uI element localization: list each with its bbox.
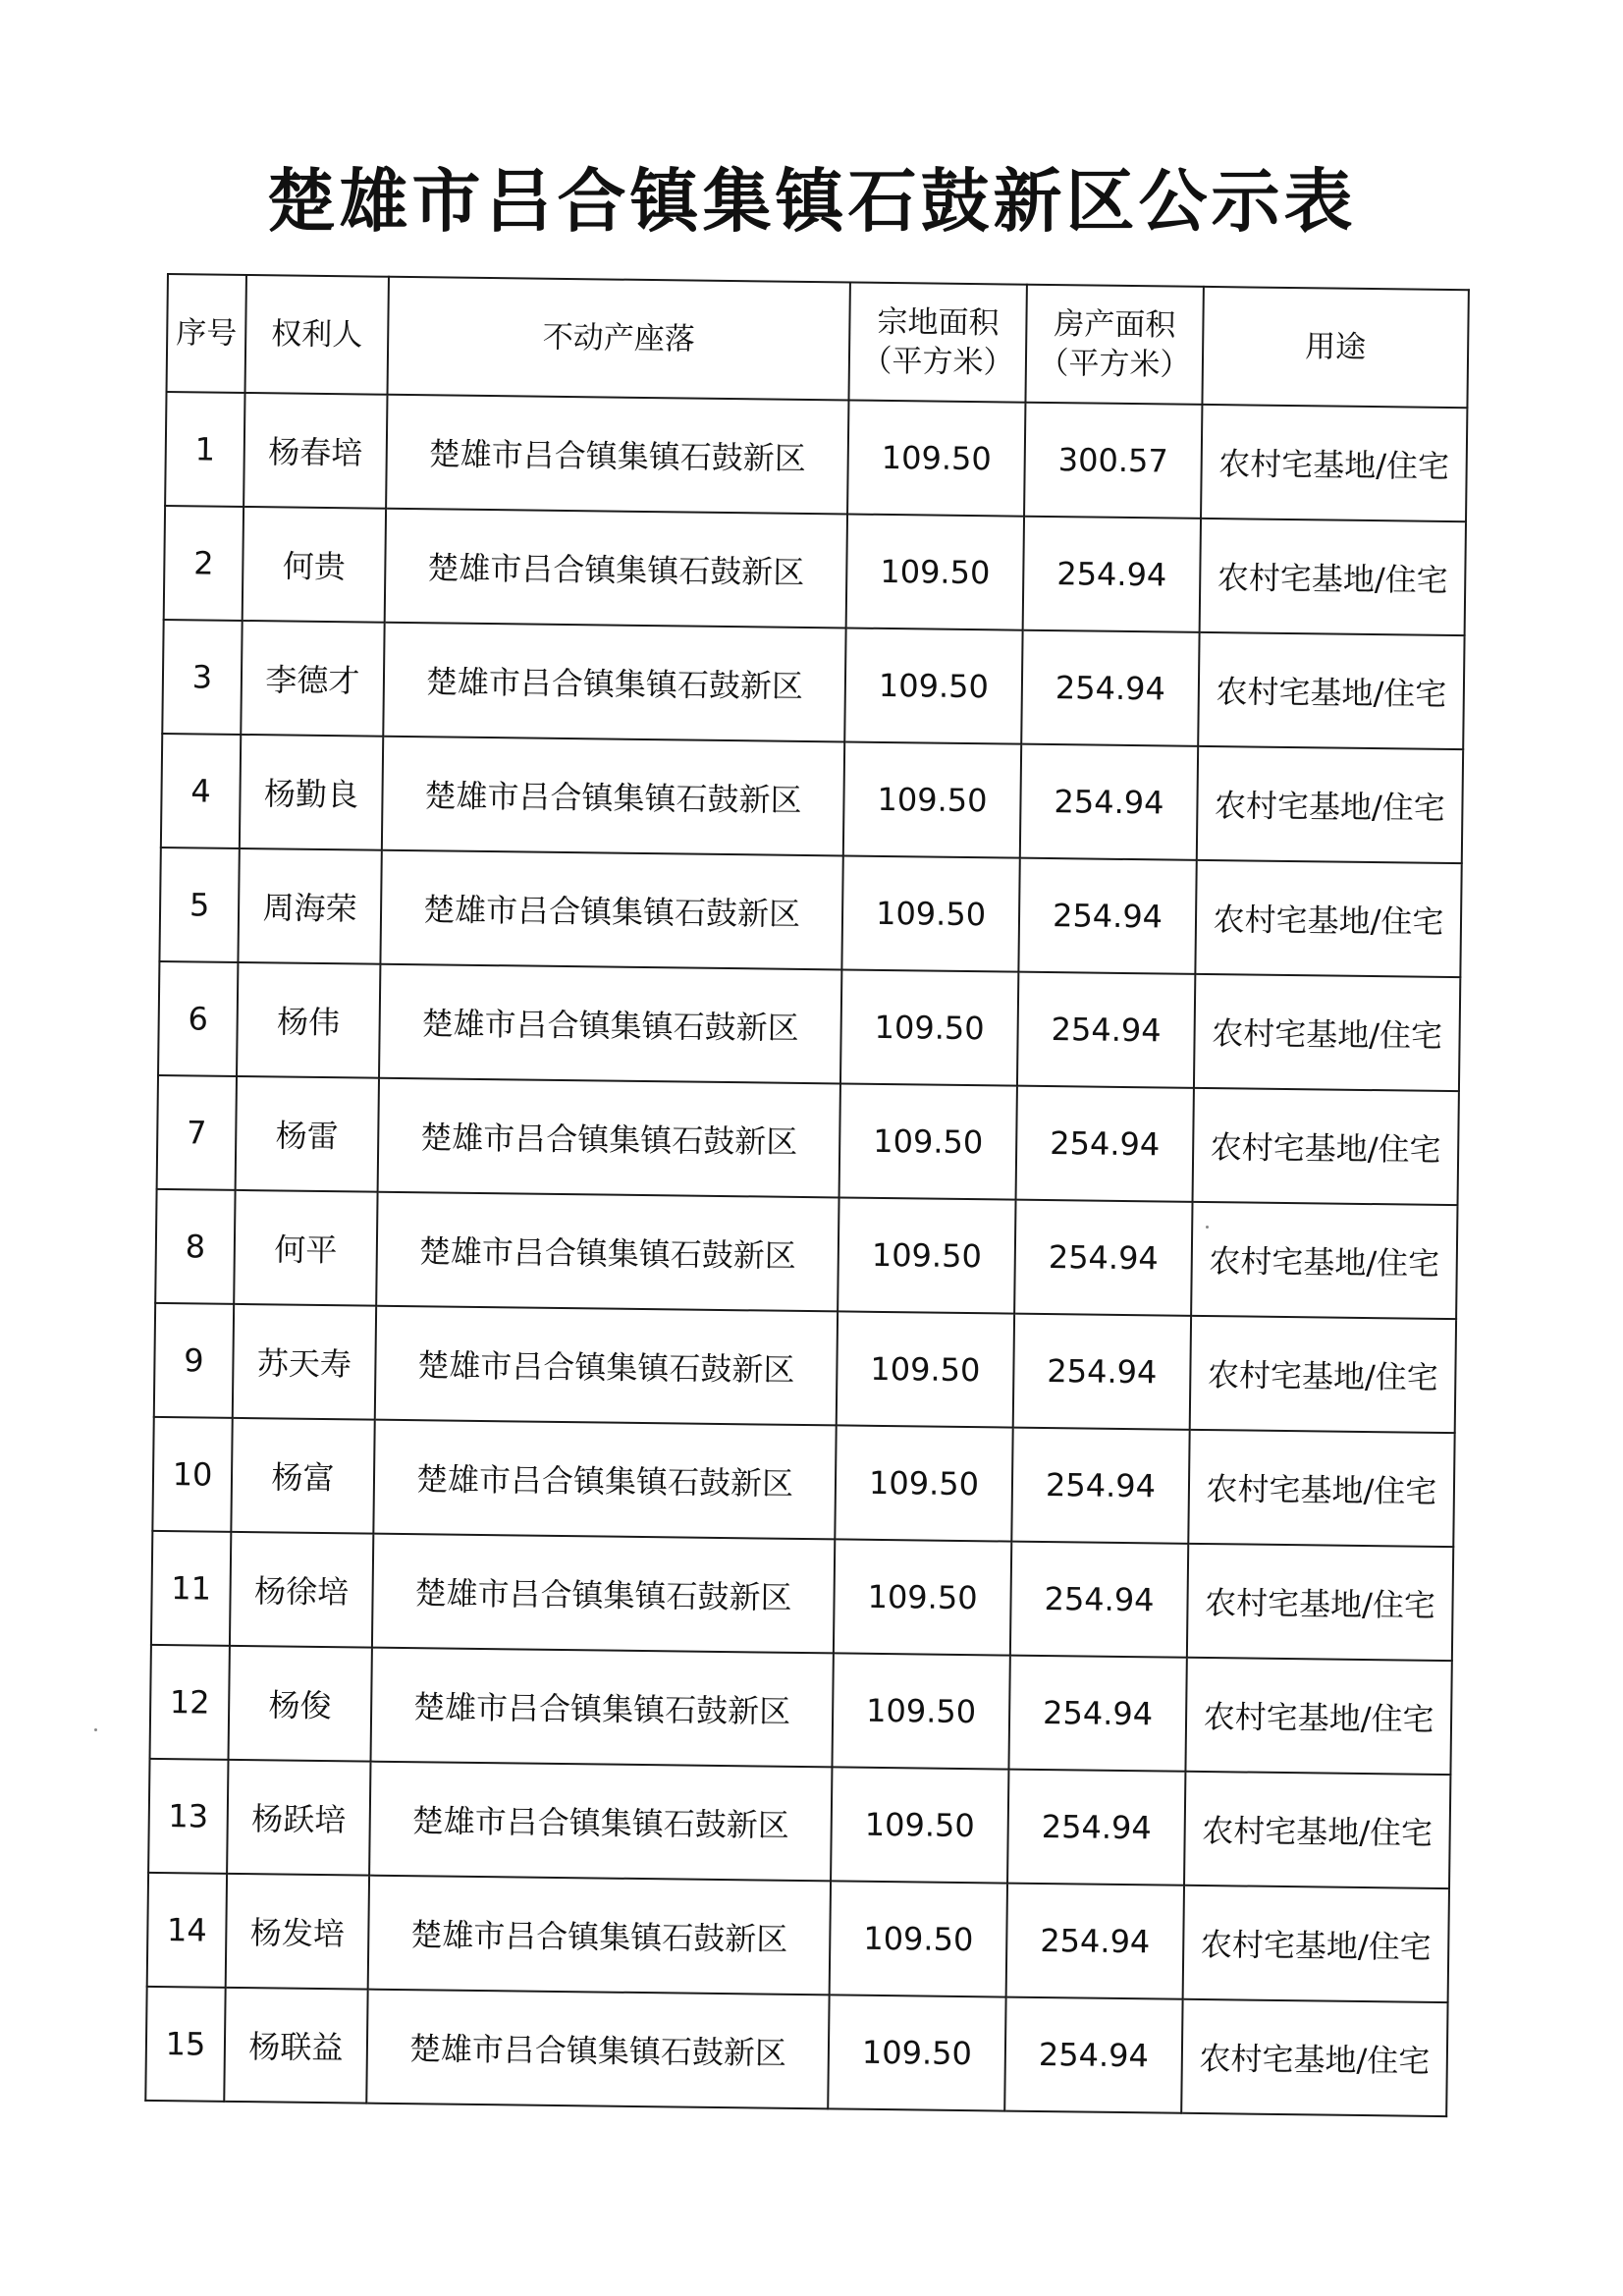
- cell-usage: 农村宅基地/住宅: [1198, 632, 1464, 749]
- cell-location: 楚雄市吕合镇集镇石鼓新区: [373, 1420, 836, 1540]
- cell-owner: 杨联益: [224, 1988, 367, 2104]
- cell-usage: 农村宅基地/住宅: [1183, 1886, 1449, 2002]
- cell-usage: 农村宅基地/住宅: [1200, 519, 1466, 635]
- cell-house-area: 254.94: [1021, 630, 1199, 746]
- cell-owner: 杨徐培: [230, 1532, 373, 1648]
- cell-land-area: 109.50: [847, 400, 1025, 516]
- cell-owner: 苏天寿: [233, 1304, 376, 1420]
- cell-location: 楚雄市吕合镇集镇石鼓新区: [366, 1990, 829, 2109]
- header-owner: 权利人: [245, 275, 389, 395]
- cell-land-area: 109.50: [830, 1881, 1007, 1996]
- cell-land-area: 109.50: [844, 628, 1022, 743]
- cell-owner: 杨春培: [243, 393, 387, 509]
- cell-usage: 农村宅基地/住宅: [1184, 1772, 1450, 1888]
- table-row: [148, 1759, 1450, 1888]
- cell-house-area: 300.57: [1024, 403, 1202, 519]
- cell-index: 4: [161, 734, 241, 848]
- cell-index: 3: [162, 620, 242, 735]
- cell-index: 2: [164, 506, 243, 621]
- cell-land-area: 109.50: [834, 1539, 1011, 1655]
- cell-location: 楚雄市吕合镇集镇石鼓新区: [380, 850, 842, 970]
- cell-index: 11: [151, 1531, 231, 1646]
- cell-owner: 杨伟: [237, 962, 380, 1078]
- cell-location: 楚雄市吕合镇集镇石鼓新区: [368, 1876, 831, 1995]
- cell-index: 9: [154, 1303, 234, 1418]
- cell-land-area: 109.50: [841, 855, 1019, 971]
- cell-usage: 农村宅基地/住宅: [1187, 1544, 1453, 1661]
- cell-house-area: 254.94: [1018, 858, 1196, 974]
- cell-land-area: 109.50: [837, 1311, 1014, 1427]
- cell-index: 6: [158, 961, 238, 1076]
- table-row: [152, 1417, 1454, 1547]
- cell-house-area: 254.94: [1006, 1884, 1184, 1999]
- cell-index: 8: [155, 1189, 235, 1304]
- cell-location: 楚雄市吕合镇集镇石鼓新区: [372, 1534, 835, 1654]
- cell-index: 15: [145, 1987, 225, 2102]
- cell-index: 1: [165, 392, 244, 507]
- cell-location: 楚雄市吕合镇集镇石鼓新区: [370, 1648, 833, 1768]
- header-location: 不动产座落: [388, 277, 850, 401]
- cell-usage: 农村宅基地/住宅: [1193, 1088, 1459, 1205]
- header-house-area-line2: （平方米）: [1038, 345, 1191, 383]
- cell-owner: 杨跃培: [227, 1760, 370, 1876]
- cell-location: 楚雄市吕合镇集镇石鼓新区: [383, 623, 845, 742]
- cell-house-area: 254.94: [1014, 1200, 1192, 1316]
- table-row: [151, 1531, 1453, 1661]
- cell-location: 楚雄市吕合镇集镇石鼓新区: [376, 1192, 839, 1312]
- cell-location: 楚雄市吕合镇集镇石鼓新区: [375, 1306, 838, 1426]
- cell-usage: 农村宅基地/住宅: [1188, 1430, 1454, 1547]
- cell-house-area: 254.94: [1007, 1770, 1185, 1886]
- header-house-area-line1: 房产面积: [1054, 306, 1176, 344]
- cell-index: 10: [152, 1417, 232, 1532]
- cell-index: 14: [147, 1873, 227, 1988]
- cell-usage: 农村宅基地/住宅: [1195, 860, 1461, 977]
- cell-house-area: 254.94: [1010, 1542, 1188, 1658]
- cell-owner: 杨雷: [236, 1076, 379, 1192]
- cell-owner: 杨俊: [229, 1646, 372, 1762]
- cell-owner: 杨富: [231, 1418, 374, 1534]
- table-row: [154, 1303, 1456, 1433]
- cell-house-area: 254.94: [1020, 744, 1198, 860]
- table-row: [161, 734, 1463, 863]
- cell-land-area: 109.50: [839, 1083, 1017, 1199]
- cell-house-area: 254.94: [1008, 1656, 1186, 1772]
- cell-house-area: 254.94: [1017, 972, 1195, 1088]
- cell-index: 5: [159, 847, 239, 962]
- table-row: [157, 1075, 1459, 1205]
- cell-house-area: 254.94: [1016, 1086, 1194, 1202]
- cell-house-area: 254.94: [1011, 1428, 1189, 1544]
- table-row: [155, 1189, 1457, 1319]
- cell-usage: 农村宅基地/住宅: [1185, 1658, 1451, 1775]
- table-row: [150, 1645, 1452, 1775]
- scan-speck: [1206, 1226, 1209, 1229]
- cell-owner: 杨发培: [226, 1874, 369, 1990]
- header-land-area: [848, 283, 1026, 403]
- cell-location: 楚雄市吕合镇集镇石鼓新区: [382, 737, 844, 856]
- cell-usage: 农村宅基地/住宅: [1201, 405, 1467, 521]
- table-row: [145, 1987, 1447, 2116]
- cell-usage: 农村宅基地/住宅: [1181, 1999, 1447, 2116]
- cell-usage: 农村宅基地/住宅: [1190, 1316, 1456, 1433]
- cell-location: 楚雄市吕合镇集镇石鼓新区: [386, 395, 848, 515]
- cell-land-area: 109.50: [843, 741, 1021, 857]
- cell-location: 楚雄市吕合镇集镇石鼓新区: [369, 1762, 832, 1882]
- table-row: [164, 506, 1466, 635]
- cell-owner: 李德才: [241, 621, 384, 737]
- cell-land-area: 109.50: [835, 1425, 1012, 1541]
- cell-land-area: 109.50: [828, 1995, 1005, 2110]
- cell-index: 12: [150, 1645, 230, 1760]
- table-row: [158, 961, 1460, 1091]
- table-row: [162, 620, 1464, 749]
- scan-speck: [94, 1728, 97, 1731]
- cell-land-area: 109.50: [831, 1767, 1008, 1883]
- table-header-row: [167, 274, 1469, 408]
- table-row: [159, 847, 1461, 977]
- cell-land-area: 109.50: [832, 1653, 1009, 1769]
- cell-usage: 农村宅基地/住宅: [1191, 1202, 1457, 1319]
- cell-owner: 何贵: [243, 507, 386, 623]
- cell-index: 7: [157, 1075, 237, 1190]
- cell-owner: 何平: [234, 1190, 377, 1306]
- cell-usage: 农村宅基地/住宅: [1197, 746, 1463, 863]
- cell-location: 楚雄市吕合镇集镇石鼓新区: [378, 1078, 840, 1198]
- cell-index: 13: [148, 1759, 228, 1874]
- cell-house-area: 254.94: [1023, 517, 1201, 632]
- cell-location: 楚雄市吕合镇集镇石鼓新区: [379, 964, 841, 1084]
- cell-owner: 杨勤良: [240, 735, 383, 850]
- cell-location: 楚雄市吕合镇集镇石鼓新区: [385, 509, 847, 629]
- cell-house-area: 254.94: [1013, 1314, 1191, 1430]
- table-container: [144, 273, 1468, 2117]
- page-title: 楚雄市吕合镇集镇石鼓新区公示表: [266, 161, 1357, 242]
- header-land-area-line2: （平方米）: [861, 343, 1014, 381]
- cell-land-area: 109.50: [840, 969, 1018, 1085]
- header-usage: 用途: [1202, 287, 1468, 408]
- header-index: 序号: [167, 274, 246, 393]
- table-row: [165, 392, 1467, 521]
- cell-land-area: 109.50: [838, 1197, 1015, 1313]
- cell-usage: 农村宅基地/住宅: [1194, 974, 1460, 1091]
- table-body: [145, 392, 1467, 2116]
- cell-owner: 周海荣: [238, 848, 381, 964]
- table-row: [147, 1873, 1449, 2002]
- cell-land-area: 109.50: [846, 514, 1024, 629]
- header-land-area-line1: 宗地面积: [877, 303, 1000, 342]
- cell-house-area: 254.94: [1004, 1997, 1182, 2113]
- record-table: [144, 273, 1470, 2117]
- header-house-area: [1025, 285, 1203, 405]
